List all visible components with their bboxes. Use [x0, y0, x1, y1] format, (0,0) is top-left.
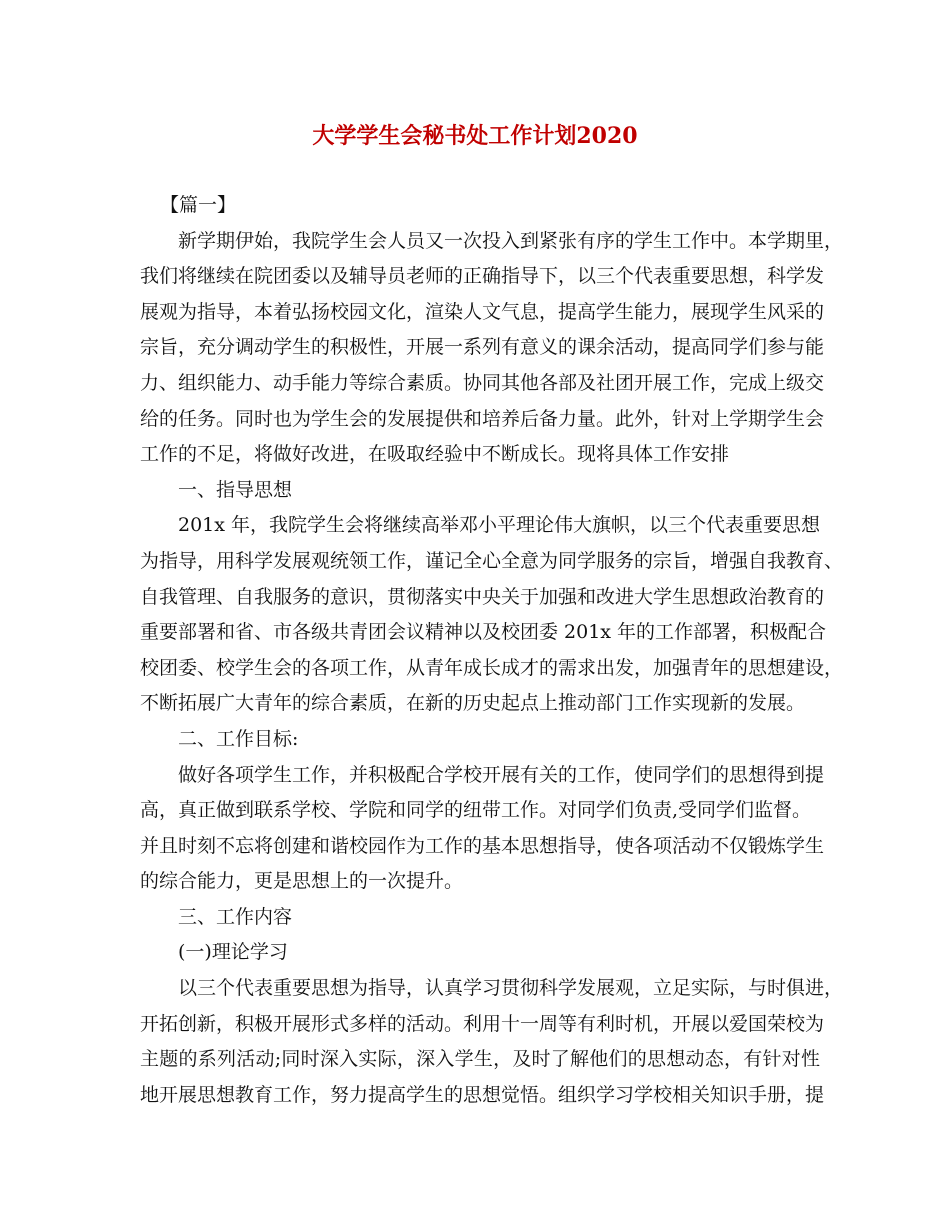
- text-line: 以三个代表重要思想为指导，认真学习贯彻科学发展观，立足实际，与时俱进，: [178, 977, 844, 1000]
- text-line: 自我管理、自我服务的意识，贯彻落实中央关于加强和改进大学生思想政治教育的: [140, 585, 825, 608]
- text-line: 宗旨，充分调动学生的积极性，开展一系列有意义的课余活动，提高同学们参与能: [140, 336, 825, 359]
- text-line: 给的任务。同时也为学生会的发展提供和培养后备力量。此外，针对上学期学生会: [140, 407, 825, 430]
- text-line: 力、组织能力、动手能力等综合素质。协同其他各部及社团开展工作，完成上级交: [140, 371, 825, 394]
- text-line: 地开展思想教育工作，努力提高学生的思想觉悟。组织学习学校相关知识手册，提: [140, 1083, 825, 1106]
- text-line: 重要部署和省、市各级共青团会议精神以及校团委 201x 年的工作部署，积极配合: [140, 621, 827, 644]
- text-line: 我们将继续在院团委以及辅导员老师的正确指导下，以三个代表重要思想，科学发: [140, 265, 825, 288]
- text-line: 主题的系列活动;同时深入实际，深入学生，及时了解他们的思想动态，有针对性: [140, 1048, 820, 1071]
- text-line: 的综合能力，更是思想上的一次提升。: [140, 870, 464, 893]
- text-line: 为指导，用科学发展观统领工作，谨记全心全意为同学服务的宗旨，增强自我教育、: [140, 549, 844, 572]
- text-line: 三、工作内容: [178, 905, 293, 928]
- text-line: 二、工作目标:: [178, 727, 299, 750]
- text-line: 201x 年，我院学生会将继续高举邓小平理论伟大旗帜，以三个代表重要思想: [178, 514, 821, 537]
- text-line: 不断拓展广大青年的综合素质，在新的历史起点上推动部门工作实现新的发展。: [140, 692, 806, 715]
- text-line: 一、指导思想: [178, 478, 293, 501]
- text-line: 工作的不足，将做好改进，在吸取经验中不断成长。现将具体工作安排: [140, 443, 730, 466]
- text-line: 展观为指导，本着弘扬校园文化，渲染人文气息，提高学生能力，展现学生风采的: [140, 300, 825, 323]
- text-line: 并且时刻不忘将创建和谐校园作为工作的基本思想指导，使各项活动不仅锻炼学生: [140, 834, 825, 857]
- section-label: 【篇一】: [160, 194, 237, 216]
- text-line: 做好各项学生工作，并积极配合学校开展有关的工作，使同学们的思想得到提: [178, 763, 825, 786]
- document-body: [140, 188, 844, 1113]
- page-title: 大学学生会秘书处工作计划2020: [312, 123, 638, 149]
- text-line: 高，真正做到联系学校、学院和同学的纽带工作。对同学们负责,受同学们监督。: [140, 799, 812, 822]
- text-line: (一)理论学习: [178, 941, 288, 964]
- text-line: 新学期伊始，我院学生会人员又一次投入到紧张有序的学生工作中。本学期里，: [178, 229, 844, 252]
- text-line: 校团委、校学生会的各项工作，从青年成长成才的需求出发，加强青年的思想建设，: [140, 656, 844, 679]
- text-line: 开拓创新，积极开展形式多样的活动。利用十一周等有利时机，开展以爱国荣校为: [140, 1012, 825, 1035]
